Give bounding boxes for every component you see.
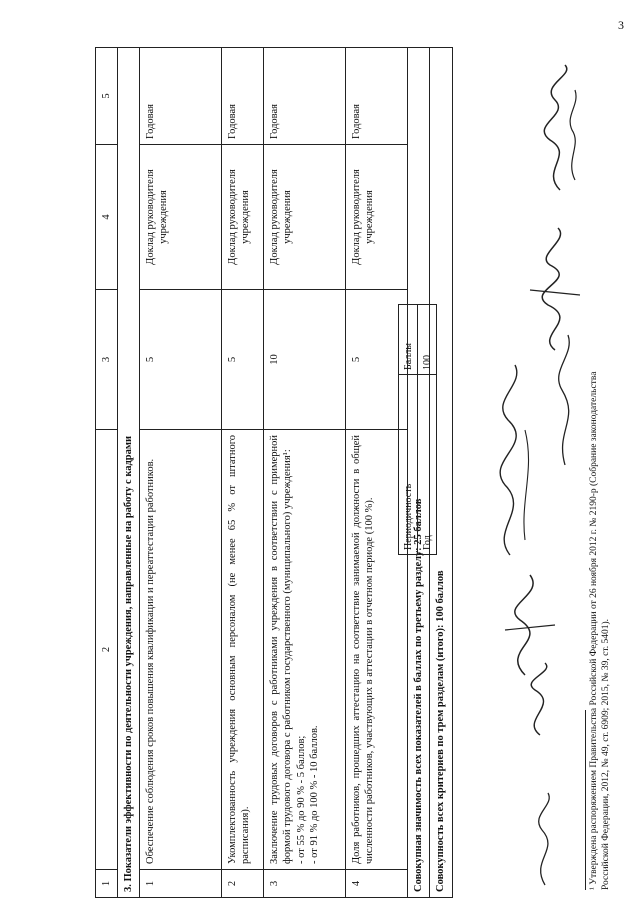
row-number: 1	[140, 870, 222, 898]
table-row	[399, 305, 418, 555]
header-cell: 3	[96, 290, 118, 430]
footnote-divider	[585, 710, 586, 890]
periodicity: Годовая	[346, 48, 408, 145]
handwritten-signature	[480, 360, 540, 565]
criteria-table-rotated	[95, 48, 447, 898]
indicator-text: Доля работников, прошедших аттестацию на соответствие занимаемой должности в общей численности работников, участвующих в аттестации в отчетном периоде (100 %).	[346, 430, 408, 870]
table-row	[264, 48, 346, 898]
report-source: Доклад руководителя учреждения	[346, 145, 408, 290]
report-source: Доклад руководителя учреждения	[140, 145, 222, 290]
indicator-text: Заключение трудовых договоров с работниками учреждения в соответствии с примерной формой трудового договора с работником государственного (муниципального) учреждения¹:	[269, 435, 294, 864]
points-value: 5	[140, 290, 222, 430]
indicator-text: Укомплектованность учреждения основным персоналом (не менее 65 % от штатного расписания).	[222, 430, 264, 870]
summary-label: Баллы	[399, 305, 418, 375]
footnote-rotated	[585, 360, 625, 890]
summary-value: Год	[418, 375, 437, 555]
table-row	[222, 48, 264, 898]
periodicity: Годовая	[264, 48, 346, 145]
indicator-cell	[264, 430, 346, 870]
page-number: 3	[618, 18, 624, 32]
indicator-subitem: - от 55 % до 90 % - 5 баллов;	[295, 735, 307, 864]
row-number: 2	[222, 870, 264, 898]
handwritten-signature	[510, 660, 570, 745]
footnote-text: ¹ Утверждена распоряжением Правительства Российской Федерации от 26 ноября 2012 г. № 2190-р (Собрание законодательства Российской Федерации, 2012, № 49, ст. 6909; 2015, № 39, ст. 5401).	[589, 371, 611, 890]
report-source: Доклад руководителя учреждения	[264, 145, 346, 290]
indicator-subitem: - от 91 % до 100 % - 10 баллов.	[308, 725, 320, 864]
indicator-text: Обеспечение соблюдения сроков повышения квалификации и переаттестации работников.	[140, 430, 222, 870]
header-cell: 1	[96, 870, 118, 898]
section-title-row	[118, 48, 140, 898]
header-cell: 2	[96, 430, 118, 870]
header-cell: 5	[96, 48, 118, 145]
table-row	[140, 48, 222, 898]
row-number: 3	[264, 870, 346, 898]
section-title: 3. Показатели эффективности по деятельности учреждения, направленные на работу с кадрами	[118, 48, 140, 898]
summary-label: Периодичность	[399, 375, 418, 555]
summary-table	[398, 304, 437, 555]
handwritten-signature	[540, 330, 590, 475]
grand-total: Совокупность всех критериев по трем разделам (итого): 100 баллов	[430, 48, 452, 898]
points-value: 5	[346, 290, 408, 430]
handwritten-signature	[520, 60, 590, 205]
points-value: 10	[264, 290, 346, 430]
handwritten-signature	[520, 790, 570, 895]
periodicity: Годовая	[222, 48, 264, 145]
periodicity: Годовая	[140, 48, 222, 145]
summary-table-rotated	[398, 305, 438, 555]
summary-value: 100	[418, 305, 437, 375]
report-source: Доклад руководителя учреждения	[222, 145, 264, 290]
row-number: 4	[346, 870, 408, 898]
table-row	[418, 305, 437, 555]
table-header-row	[96, 48, 118, 898]
header-cell: 4	[96, 145, 118, 290]
points-value: 5	[222, 290, 264, 430]
section-total: Совокупная значимость всех показателей в баллах по третьему разделу: 25 баллов	[408, 48, 430, 898]
